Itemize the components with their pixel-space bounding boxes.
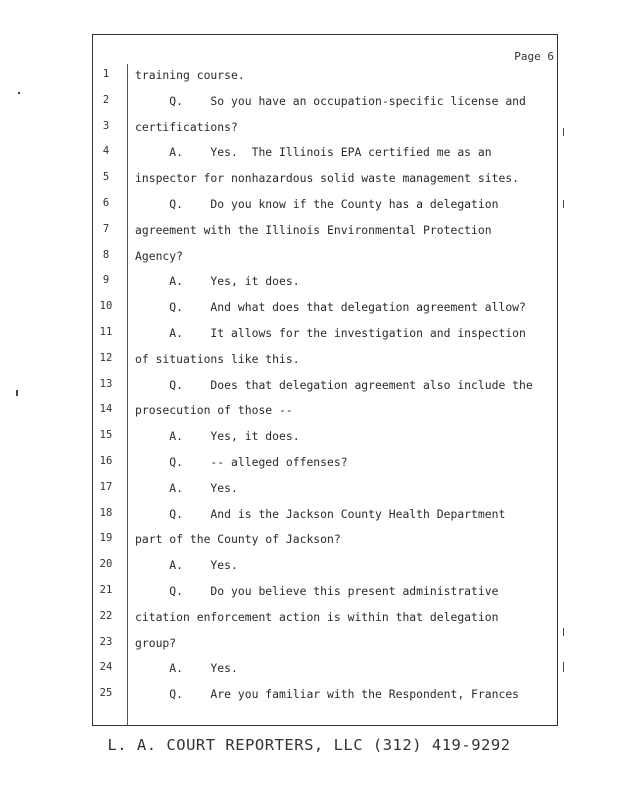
transcript-line (0, 403, 618, 421)
line-text: Q. Do you believe this present administrative (135, 584, 499, 598)
line-number: 23 (99, 635, 113, 648)
line-number: 14 (99, 403, 113, 416)
line-number: 25 (99, 687, 113, 700)
transcript-line (0, 249, 618, 267)
transcript-line (0, 532, 618, 550)
line-text: A. Yes. (135, 558, 238, 573)
transcript-line (0, 300, 618, 318)
line-text: Agency? (135, 248, 184, 263)
line-text: Q. -- alleged offenses? (135, 455, 348, 469)
transcript-line (0, 145, 618, 163)
transcript-line (0, 481, 618, 499)
line-text: A. Yes. (135, 480, 238, 495)
scan-speck (563, 628, 564, 636)
transcript-line (0, 326, 618, 344)
transcript-line (0, 171, 618, 189)
line-number: 10 (99, 300, 113, 313)
line-number: 3 (102, 119, 110, 132)
line-number: 24 (99, 661, 113, 674)
line-number: 16 (99, 455, 113, 467)
line-text: A. It allows for the investigation and inspection (135, 326, 526, 340)
line-number: 12 (99, 351, 113, 364)
transcript-line (0, 661, 618, 679)
line-text: A. Yes, it does. (135, 274, 300, 289)
line-text: Q. Does that delegation agreement also include the (135, 377, 533, 392)
line-text: group? (135, 635, 177, 650)
scan-speck (563, 662, 564, 672)
line-number: 11 (99, 326, 113, 338)
scan-speck (563, 200, 564, 208)
line-number: 13 (99, 377, 113, 390)
transcript-line (0, 120, 618, 138)
line-number: 18 (99, 506, 113, 519)
line-text: A. Yes. The Illinois EPA certified me as an (135, 145, 492, 160)
transcript-line (0, 94, 618, 112)
transcript-line (0, 274, 618, 292)
line-number: 22 (99, 609, 113, 622)
line-text: A. Yes. (135, 661, 238, 676)
page-number: Page 6 (514, 50, 554, 63)
transcript-line (0, 558, 618, 576)
transcript-line (0, 507, 618, 525)
line-number: 9 (102, 274, 110, 287)
transcript-line (0, 687, 618, 705)
court-reporter-footer: L. A. COURT REPORTERS, LLC (312) 419-9292 (107, 736, 511, 754)
line-text: training course. (135, 68, 245, 82)
line-text: part of the County of Jackson? (135, 532, 341, 547)
transcript-line (0, 584, 618, 602)
line-text: Q. So you have an occupation-specific license and (135, 93, 526, 108)
line-text: A. Yes, it does. (135, 429, 300, 444)
scan-speck (563, 128, 564, 136)
line-text: Q. Are you familiar with the Respondent, Frances (135, 687, 520, 702)
line-text: inspector for nonhazardous solid waste management sites. (135, 171, 520, 186)
line-number: 17 (99, 480, 113, 493)
transcript-line (0, 352, 618, 370)
line-text: certifications? (135, 119, 238, 134)
transcript-line (0, 197, 618, 215)
transcript-line (0, 378, 618, 396)
transcript-line (0, 636, 618, 654)
line-number: 15 (99, 429, 113, 442)
line-number: 8 (102, 248, 110, 261)
transcript-line (0, 68, 618, 86)
line-text: citation enforcement action is within that delegation (135, 609, 499, 624)
line-number: 20 (99, 558, 113, 571)
line-number: 4 (102, 145, 110, 158)
scan-speck (16, 390, 18, 396)
line-text: of situations like this. (135, 351, 300, 366)
line-number: 2 (102, 93, 110, 106)
scan-speck (18, 92, 20, 94)
line-text: prosecution of those -- (135, 403, 293, 418)
line-number: 7 (102, 222, 110, 235)
line-number: 19 (99, 532, 113, 545)
line-text: Q. And is the Jackson County Health Department (135, 506, 506, 521)
line-text: Q. Do you know if the County has a delegation (135, 197, 499, 211)
line-text: Q. And what does that delegation agreement allow? (135, 300, 526, 315)
line-number: 1 (102, 68, 110, 80)
transcript-line (0, 223, 618, 241)
transcript-line (0, 610, 618, 628)
line-text: agreement with the Illinois Environmental Protection (135, 222, 492, 237)
line-number: 5 (102, 171, 110, 184)
line-number: 21 (99, 584, 113, 596)
line-number: 6 (102, 197, 110, 209)
transcript-line (0, 429, 618, 447)
transcript-line (0, 455, 618, 473)
